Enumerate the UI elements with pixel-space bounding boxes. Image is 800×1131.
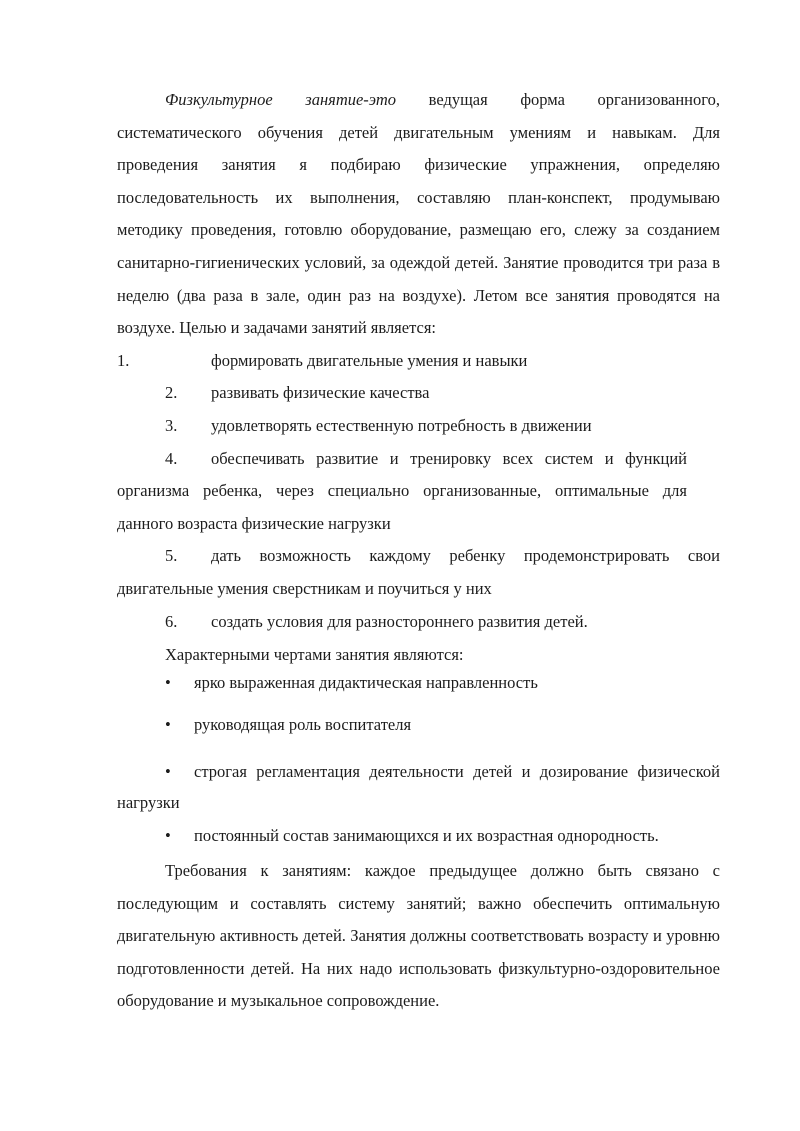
goal-number-6: 6. [165, 611, 178, 631]
goal-text-2: развивать физические качества [211, 383, 430, 403]
goal-text-6: создать условия для разностороннего развития детей. [211, 611, 588, 631]
requirements-paragraph: Требования к занятиям: каждое предыдущее должно быть связано с последующим и составлять систему занятий; важно обеспечить оптимальную двигательную активность детей. Занятия должны соответствовать возрасту и уровню подготовленности детей. На них надо использовать физкультурно-оздоровительное оборудование и музыкальное сопровождение. [117, 861, 720, 1011]
goal-text-5: дать возможность каждому ребенку продемонстрировать свои двигательные умения сверстникам и поучиться у них [117, 546, 720, 598]
goal-item-2 [117, 377, 720, 410]
goal-text-3: удовлетворять естественную потребность в движении [211, 415, 592, 435]
intro-text: ведущая форма организованного, систематического обучения детей двигательным умениям и навыкам. Для проведения занятия я подбираю физические упражнения, определяю последовательность их выполнения, составляю план-конспект, продумываю методику проведения, готовлю оборудование, размещаю его, слежу за созданием санитарно-гигиенических условий, за одеждой детей. Занятие проводится три раза в неделю (два раза в зале, один раз на воздухе). Летом все занятия проводятся на воздухе. Целью и задачами занятий является: [117, 90, 720, 338]
feature-text-3: строгая регламентация деятельности детей и дозирование физической нагрузки [117, 762, 720, 813]
goal-item-1 [117, 345, 720, 378]
bullet-symbol: • [165, 762, 171, 782]
feature-item-4 [117, 821, 720, 851]
goal-item-3 [117, 410, 720, 443]
goal-item-4-wrap [117, 443, 687, 541]
bullet-symbol: • [165, 715, 171, 735]
intro-paragraph [117, 84, 720, 345]
feature-item-3 [117, 756, 720, 818]
feature-item-1 [117, 668, 720, 698]
goal-text-1: формировать двигательные умения и навыки [211, 350, 528, 370]
goal-number-5: 5. [165, 546, 178, 566]
bullet-symbol: • [165, 826, 171, 846]
goal-text-4: обеспечивать развитие и тренировку всех систем и функций организма ребенка, через специально организованные, оптимальные для данного возраста физические нагрузки [117, 448, 687, 533]
intro-term: Физкультурное занятие-это [165, 90, 397, 109]
feature-item-2 [117, 710, 720, 740]
document-page [117, 84, 720, 1018]
feature-text-1: ярко выраженная дидактическая направленность [194, 673, 538, 693]
goal-number-3: 3. [165, 415, 178, 435]
goal-item-4 [117, 443, 687, 541]
feature-text-2: руководящая роль воспитателя [194, 715, 412, 735]
goal-item-5 [117, 540, 720, 605]
feature-text-4: постоянный состав занимающихся и их возрастная однородность. [194, 826, 659, 846]
features-heading: Характерными чертами занятия являются: [165, 645, 464, 665]
goal-item-6 [117, 606, 720, 639]
bullet-symbol: • [165, 673, 171, 693]
goal-number-2: 2. [165, 383, 178, 403]
goal-number-1: 1. [117, 350, 130, 370]
goal-number-4: 4. [165, 448, 178, 468]
